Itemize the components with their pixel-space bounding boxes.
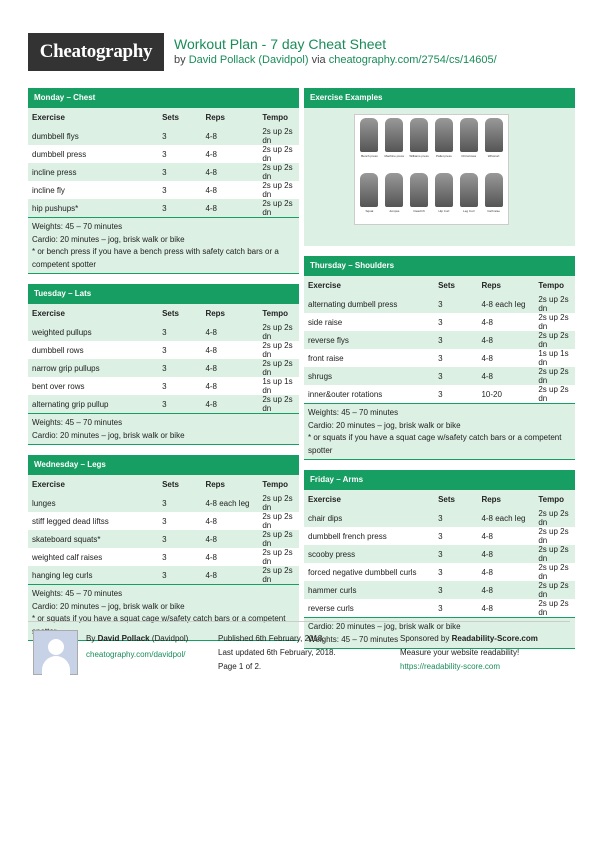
section-tuesday [28, 284, 299, 445]
table-cell: 3 [158, 530, 201, 548]
table-cell: 4-8 [477, 349, 534, 367]
exercise-table [304, 490, 575, 617]
footer-author-name: David Pollack [97, 634, 150, 643]
table-cell: forced negative dumbbell curls [304, 563, 434, 581]
table-cell: weighted pullups [28, 323, 158, 341]
table-cell: 3 [158, 163, 201, 181]
table-cell: 2s up 2s dn [258, 512, 299, 530]
left-column [28, 88, 299, 651]
table-row [28, 512, 299, 530]
table-cell: narrow grip pullups [28, 359, 158, 377]
table-cell: 3 [158, 145, 201, 163]
column-header: Sets [434, 490, 477, 509]
table-row [28, 341, 299, 359]
section-notes [28, 217, 299, 273]
table-cell: 2s up 2s dn [258, 548, 299, 566]
table-cell: 2s up 2s dn [258, 566, 299, 584]
table-cell: hip pushups* [28, 199, 158, 217]
table-row [28, 181, 299, 199]
exercise-figure-label: Pallet press [436, 154, 452, 158]
table-cell: front raise [304, 349, 434, 367]
exercise-figure-icon [360, 173, 378, 207]
table-cell: 3 [434, 331, 477, 349]
table-cell: 4-8 each leg [477, 509, 534, 527]
table-cell: 2s up 2s dn [258, 395, 299, 413]
section-title: Monday – Chest [28, 88, 299, 108]
table-row [28, 566, 299, 584]
table-cell: 2s up 2s dn [534, 331, 575, 349]
table-row [28, 395, 299, 413]
exercise-figure-icon [435, 173, 453, 207]
note-line: Cardio: 20 minutes – jog, brisk walk or bike [32, 234, 185, 244]
table-cell: 3 [158, 566, 201, 584]
table-cell: 3 [158, 127, 201, 145]
footer-page: Page 1 of 2. [218, 662, 262, 671]
exercise-figure-icon [385, 118, 403, 152]
table-cell: dumbbell rows [28, 341, 158, 359]
table-cell: side raise [304, 313, 434, 331]
column-header: Reps [201, 108, 258, 127]
exercise-figure [484, 118, 504, 167]
table-cell: 3 [158, 512, 201, 530]
footer-dates [218, 632, 336, 674]
by-label: by [174, 54, 186, 66]
footer-sponsor-tagline: Measure your website readability! [400, 648, 520, 657]
exercise-figure-label: Dead lift [413, 209, 425, 213]
table-cell: 4-8 [201, 145, 258, 163]
table-cell: 3 [434, 527, 477, 545]
section-title: Tuesday – Lats [28, 284, 299, 304]
exercise-table [304, 276, 575, 403]
table-row [304, 581, 575, 599]
table-cell: shrugs [304, 367, 434, 385]
column-header: Sets [158, 304, 201, 323]
exercise-figure [359, 118, 379, 167]
column-header: Exercise [28, 108, 158, 127]
cheatography-logo[interactable]: Cheatography [28, 33, 164, 71]
table-cell: 2s up 2s dn [258, 181, 299, 199]
exercise-figure [459, 173, 479, 222]
exercise-table [28, 304, 299, 413]
table-cell: 2s up 2s dn [258, 323, 299, 341]
table-row [28, 548, 299, 566]
table-cell: chair dips [304, 509, 434, 527]
table-cell: reverse flys [304, 331, 434, 349]
note-line: Weights: 45 – 70 minutes [32, 418, 123, 427]
exercise-figure [384, 173, 404, 222]
table-cell: 2s up 2s dn [534, 509, 575, 527]
table-header-row [28, 304, 299, 323]
section-notes [28, 413, 299, 444]
note-line: * or squats if you have a squat cage w/safety catch bars or a competent [32, 614, 286, 623]
table-cell: hammer curls [304, 581, 434, 599]
table-row [28, 494, 299, 512]
note-line: Cardio: 20 minutes – jog, brisk walk or bike [308, 420, 461, 430]
table-cell: 3 [434, 509, 477, 527]
section-title: Wednesday – Legs [28, 455, 299, 475]
exercise-figure-label: Wristcurl [487, 154, 500, 158]
exercise-figure [409, 173, 429, 222]
note-line: * or bench press if you have a bench press with safety catch bars or a competent spotter [32, 247, 279, 269]
table-cell: skateboard squats* [28, 530, 158, 548]
exercise-figure-icon [460, 173, 478, 207]
table-cell: reverse curls [304, 599, 434, 617]
table-cell: 4-8 [201, 163, 258, 181]
table-cell: 1s up 1s dn [534, 349, 575, 367]
table-cell: scooby press [304, 545, 434, 563]
table-cell: 3 [158, 341, 201, 359]
table-cell: 3 [158, 181, 201, 199]
table-cell: 4-8 [201, 359, 258, 377]
note-line: Cardio: 20 minutes – jog, brisk walk or bike [32, 601, 185, 611]
section-examples [304, 88, 575, 246]
exercise-figure-label: Hip Curl [438, 209, 450, 213]
column-header: Exercise [304, 490, 434, 509]
table-row [304, 367, 575, 385]
table-row [304, 527, 575, 545]
table-cell: 1s up 1s dn [258, 377, 299, 395]
table-cell: 2s up 2s dn [258, 145, 299, 163]
exercise-figure-label: Calf raise [487, 209, 500, 213]
exercise-figure-label: Chins/rows [461, 154, 477, 158]
table-cell: 4-8 each leg [477, 295, 534, 313]
table-row [304, 599, 575, 617]
table-row [304, 331, 575, 349]
table-cell: 2s up 2s dn [258, 494, 299, 512]
table-cell: 4-8 [477, 367, 534, 385]
column-header: Tempo [534, 490, 575, 509]
table-cell: dumbbell flys [28, 127, 158, 145]
table-cell: 3 [158, 199, 201, 217]
table-row [28, 323, 299, 341]
exercise-figure [359, 173, 379, 222]
table-cell: 2s up 2s dn [534, 313, 575, 331]
table-row [304, 545, 575, 563]
footer-published: Published 6th February, 2018. [218, 634, 325, 643]
table-cell: 3 [434, 385, 477, 403]
column-header: Reps [201, 475, 258, 494]
footer-sponsored-by: Sponsored by [400, 634, 450, 643]
table-cell: 4-8 [201, 512, 258, 530]
table-cell: 4-8 [201, 341, 258, 359]
via-label: via [311, 54, 326, 66]
table-cell: hanging leg curls [28, 566, 158, 584]
note-line: * or squats if you have a squat cage w/safety catch bars or a competent spotter [308, 433, 562, 455]
avatar-head-icon [48, 639, 64, 655]
exercise-figure [484, 173, 504, 222]
table-cell: 4-8 [477, 599, 534, 617]
table-cell: 2s up 2s dn [534, 295, 575, 313]
table-cell: 4-8 [201, 127, 258, 145]
column-header: Tempo [258, 304, 299, 323]
table-cell: incline fly [28, 181, 158, 199]
table-row [28, 127, 299, 145]
exercise-figure-label: Leg Curl [463, 209, 475, 213]
table-cell: 4-8 [477, 581, 534, 599]
section-notes [304, 403, 575, 459]
section-thursday [304, 256, 575, 460]
table-row [28, 199, 299, 217]
exercise-figure-icon [410, 118, 428, 152]
table-cell: 4-8 [201, 395, 258, 413]
exercise-figure-label: Jumpss [389, 209, 400, 213]
table-cell: 3 [434, 563, 477, 581]
table-row [28, 145, 299, 163]
table-cell: incline press [28, 163, 158, 181]
table-cell: 2s up 2s dn [534, 545, 575, 563]
column-header: Exercise [28, 475, 158, 494]
note-line: Cardio: 20 minutes – jog, brisk walk or bike [308, 622, 461, 631]
table-cell: 4-8 [477, 313, 534, 331]
table-cell: 2s up 2s dn [534, 367, 575, 385]
page-title: Workout Plan - 7 day Cheat Sheet [174, 36, 387, 52]
table-cell: 2s up 2s dn [534, 581, 575, 599]
column-header: Tempo [258, 108, 299, 127]
section-title: Exercise Examples [304, 88, 575, 108]
exercise-illustration [354, 114, 509, 225]
table-cell: 10-20 [477, 385, 534, 403]
table-row [304, 509, 575, 527]
table-cell: 3 [158, 323, 201, 341]
exercise-figure-label: Squat [365, 209, 374, 213]
exercise-figure-icon [360, 118, 378, 152]
note-line: Weights: 45 – 70 minutes [308, 408, 399, 417]
note-line: Cardio: 20 minutes – jog, brisk walk or bike [32, 430, 185, 440]
table-cell: 2s up 2s dn [258, 199, 299, 217]
table-cell: 4-8 [201, 566, 258, 584]
section-title: Thursday – Shoulders [304, 256, 575, 276]
footer-author [86, 632, 188, 662]
table-cell: 4-8 [201, 377, 258, 395]
table-cell: 3 [434, 581, 477, 599]
sheet-url-link[interactable]: cheatography.com/2754/cs/14605/ [328, 54, 497, 66]
table-row [304, 295, 575, 313]
table-row [304, 349, 575, 367]
table-cell: 4-8 [477, 545, 534, 563]
exercise-figure [459, 118, 479, 167]
table-cell: 3 [434, 313, 477, 331]
column-header: Sets [158, 108, 201, 127]
footer-by: By [86, 634, 96, 643]
table-cell: 4-8 [201, 199, 258, 217]
exercise-figure-icon [435, 118, 453, 152]
table-cell: 4-8 [477, 527, 534, 545]
table-cell: stiff legged dead liftss [28, 512, 158, 530]
footer-sponsor-name[interactable]: Readability-Score.com [451, 634, 538, 643]
table-cell: 3 [158, 494, 201, 512]
table-cell: 4-8 [477, 563, 534, 581]
table-cell: bent over rows [28, 377, 158, 395]
exercise-figure [384, 118, 404, 167]
column-header: Exercise [304, 276, 434, 295]
exercise-figure-label: Williams press [409, 154, 429, 158]
table-header-row [304, 490, 575, 509]
table-row [304, 563, 575, 581]
table-row [304, 385, 575, 403]
author-link[interactable]: David Pollack (Davidpol) [188, 54, 309, 66]
table-cell: 2s up 2s dn [258, 530, 299, 548]
column-header: Exercise [28, 304, 158, 323]
exercise-figure-icon [410, 173, 428, 207]
table-cell: alternating grip pullup [28, 395, 158, 413]
table-cell: 4-8 [201, 530, 258, 548]
table-cell: alternating dumbell press [304, 295, 434, 313]
exercise-table [28, 475, 299, 584]
exercise-figure [434, 173, 454, 222]
footer-sponsor [400, 632, 538, 674]
footer [28, 621, 570, 681]
table-cell: 3 [158, 548, 201, 566]
table-cell: 2s up 2s dn [534, 527, 575, 545]
note-line: Weights: 45 – 70 minutes [32, 589, 123, 598]
section-wednesday [28, 455, 299, 641]
table-cell: 3 [434, 295, 477, 313]
table-row [28, 377, 299, 395]
table-header-row [28, 475, 299, 494]
table-cell: 2s up 2s dn [258, 127, 299, 145]
table-cell: 3 [434, 349, 477, 367]
column-header: Tempo [534, 276, 575, 295]
table-row [28, 359, 299, 377]
note-line: Weights: 45 – 70 minutes [308, 634, 399, 644]
exercise-table [28, 108, 299, 217]
table-cell: 3 [158, 359, 201, 377]
avatar-body-icon [42, 656, 70, 676]
table-cell: dumbbell press [28, 145, 158, 163]
column-header: Sets [158, 475, 201, 494]
footer-author-link[interactable]: cheatography.com/davidpol/ [86, 650, 186, 659]
table-row [28, 530, 299, 548]
table-cell: 4-8 [477, 331, 534, 349]
exercise-figure-label: Machine press [384, 154, 404, 158]
table-header-row [304, 276, 575, 295]
column-header: Reps [477, 276, 534, 295]
note-line: Weights: 45 – 70 minutes [32, 222, 123, 231]
table-row [28, 163, 299, 181]
table-cell: 4-8 [201, 323, 258, 341]
table-cell: 3 [434, 599, 477, 617]
table-cell: 2s up 2s dn [258, 341, 299, 359]
table-cell: 2s up 2s dn [534, 599, 575, 617]
subtitle [174, 54, 497, 66]
column-header: Tempo [258, 475, 299, 494]
footer-sponsor-link[interactable]: https://readability-score.com [400, 662, 501, 671]
table-cell: dumbbell french press [304, 527, 434, 545]
table-cell: 2s up 2s dn [534, 385, 575, 403]
footer-author-handle: (Davidpol) [151, 634, 189, 643]
footer-updated: Last updated 6th February, 2018. [218, 648, 336, 657]
table-cell: 2s up 2s dn [534, 563, 575, 581]
table-cell: 4-8 each leg [201, 494, 258, 512]
section-monday [28, 88, 299, 274]
avatar[interactable] [33, 630, 78, 675]
table-cell: 3 [434, 367, 477, 385]
exercise-figure [434, 118, 454, 167]
section-title: Friday – Arms [304, 470, 575, 490]
exercise-figure-icon [485, 118, 503, 152]
exercise-figure-icon [485, 173, 503, 207]
column-header: Sets [434, 276, 477, 295]
exercise-examples-image [304, 108, 575, 246]
table-cell: 4-8 [201, 548, 258, 566]
table-cell: 3 [434, 545, 477, 563]
table-cell: weighted calf raises [28, 548, 158, 566]
table-cell: 3 [158, 377, 201, 395]
table-cell: 4-8 [201, 181, 258, 199]
table-cell: inner&outer rotations [304, 385, 434, 403]
table-row [304, 313, 575, 331]
table-cell: lunges [28, 494, 158, 512]
table-header-row [28, 108, 299, 127]
right-column [304, 88, 575, 659]
exercise-figure [409, 118, 429, 167]
table-cell: 3 [158, 395, 201, 413]
column-header: Reps [477, 490, 534, 509]
exercise-figure-icon [385, 173, 403, 207]
table-cell: 2s up 2s dn [258, 359, 299, 377]
column-header: Reps [201, 304, 258, 323]
table-cell: 2s up 2s dn [258, 163, 299, 181]
exercise-figure-icon [460, 118, 478, 152]
exercise-figure-label: Bench press [361, 154, 378, 158]
